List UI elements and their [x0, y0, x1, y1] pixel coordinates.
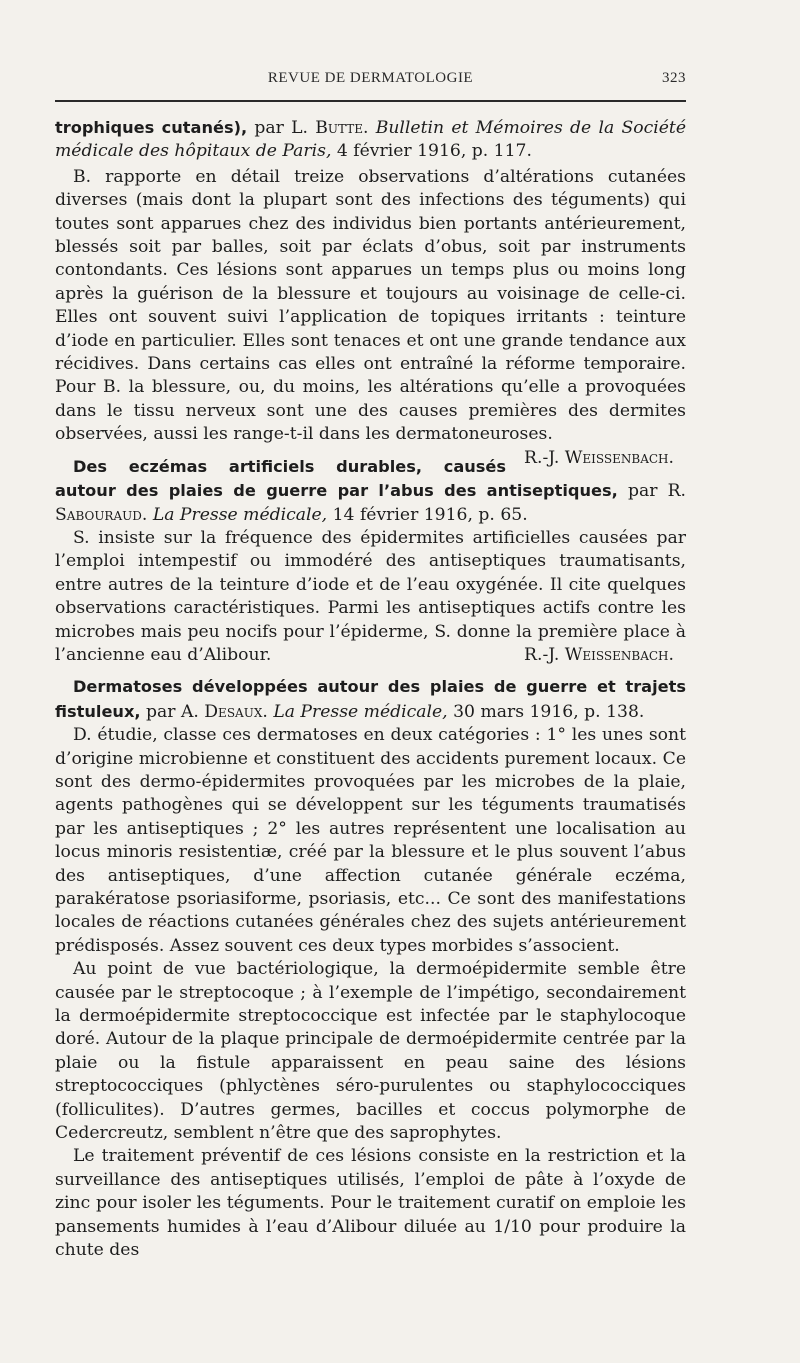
entry-citation: Des eczémas artificiels durables, causés autour des plaies de guerre par l’abus des antiseptiques, par R. Sabouraud. La Presse médicale, 14 février 1916, p. 65.: [55, 456, 686, 525]
entry-citation-continued: trophiques cutanés), par L. Butte. Bulletin et Mémoires de la Société médicale des hôpitaux de Paris, 4 février 1916, p. 117.: [55, 118, 686, 162]
running-header: [55, 62, 686, 94]
entry-title: Dermatoses développées autour des plaies de guerre et trajets fistuleux,: [55, 677, 686, 721]
entry-author: Desaux: [204, 701, 263, 722]
page: [55, 62, 686, 1263]
entry-author: Butte: [315, 118, 363, 138]
entry-journal: Bulletin et Mémoires de la Société médicale des hôpitaux de Paris,: [55, 118, 686, 162]
signature: R.-J. Weissenbach.: [524, 447, 674, 468]
abstract-paragraph: B. rapporte en détail treize observations d’altérations cutanées diverses (mais dont la plupart sont des infections des téguments) qui toutes sont apparues chez des individus bien portants antérieurement, blessés soit par balles, soit par éclats d’obus, soit par instruments contondants. Ces lésions sont apparues un temps plus ou moins long après la guérison de la blessure et toujours au voisinage de celle-ci. Elles ont souvent suivi l’application de topiques irritants : teinture d’iode en particulier. Elles sont tenaces et ont une grande tendance aux récidives. Dans certains cas elles ont entraîné la réforme temporaire. Pour B. la blessure, ou, du moins, les altérations qu’elle a provoquées dans le tissu nerveux sont une des causes premières des dermites observées, aussi les range-t-il dans les dermatoneuroses. R.-J. Weissenbach.: [55, 166, 686, 447]
entry-author: Sabouraud: [55, 504, 142, 525]
page-number: 323: [662, 70, 686, 86]
signature: R.-J. Weissenbach.: [524, 644, 674, 665]
entry-journal: La Presse médicale,: [152, 504, 328, 525]
entry-title: Des eczémas artificiels durables, causés autour des plaies de guerre par l’abus des antiseptiques,: [55, 456, 618, 501]
entry-citation: Dermatoses développées autour des plaies de guerre et trajets fistuleux, par A. Desaux. La Presse médicale, 30 mars 1916, p. 138.: [55, 677, 686, 722]
entry-title: trophiques cutanés),: [55, 118, 248, 137]
entry-journal: La Presse médicale,: [273, 701, 448, 722]
header-rule: [55, 100, 686, 102]
abstract-paragraph: S. insiste sur la fréquence des épidermites artificielles causées par l’emploi intempestif ou immodéré des antiseptiques traumatisants, entre autres de la teinture d’iode et de l’eau oxygénée. Il cite quelques observations caractéristiques. Parmi les antiseptiques actifs contre les microbes mais peu nocifs pour l’épiderme, S. donne la première place à l’ancienne eau d’Alibour. R.-J. Weissenbach.: [55, 527, 686, 667]
abstract-paragraph: Le traitement préventif de ces lésions consiste en la restriction et la surveillance des antiseptiques utilisés, l’emploi de pâte à l’oxyde de zinc pour isoler les téguments. Pour le traitement curatif on emploie les pansements humides à l’eau d’Alibour diluée au 1/10 pour produire la chute des: [55, 1146, 686, 1261]
abstract-paragraph: Au point de vue bactériologique, la dermoépidermite semble être causée par le streptocoque ; à l’exemple de l’impétigo, secondairement la dermoépidermite streptococcique est infectée par le staphylocoque doré. Autour de la plaque principale de dermoépidermite centrée par la plaie ou la fistule apparaissent en peau saine des lésions streptococciques (phlyctènes séro-purulentes ou staphylococciques (folliculites). D’autres germes, bacilles et coccus polymorphe de Cedercreutz, semblent n’être que des saprophytes.: [55, 959, 686, 1144]
abstract-paragraph: D. étudie, classe ces dermatoses en deux catégories : 1° les unes sont d’origine microbienne et constituent des accidents purement locaux. Ce sont des dermo-épidermites provoquées par les microbes de la plaie, agents pathogènes qui se développent sur les téguments traumatisés par les antiseptiques ; 2° les autres représentent une localisation au locus minoris resistentiæ, créé par la blessure et le plus souvent l’abus des antiseptiques, d’une affection cutanée générale eczéma, parakératose psoriasiforme, psoriasis, etc... Ce sont des manifestations locales de réactions cutanées générales chez des sujets antérieurement prédisposés. Assez souvent ces deux types morbides s’associent.: [55, 725, 686, 956]
journal-title: REVUE DE DERMATOLOGIE: [267, 70, 474, 86]
